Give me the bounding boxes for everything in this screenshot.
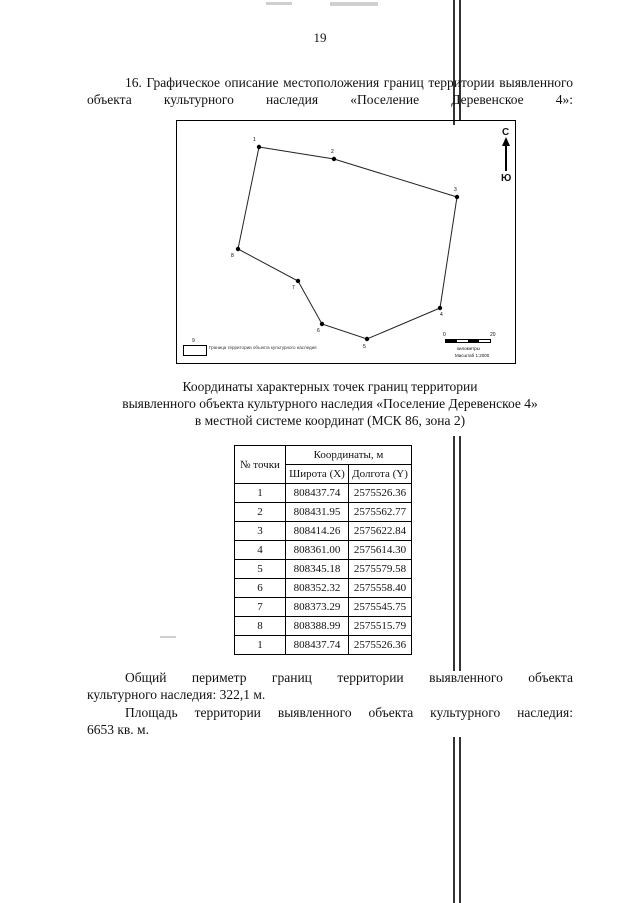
area-value: 6653 кв. м. bbox=[87, 722, 149, 737]
legend-label: Граница территории объекта культурного наследия bbox=[209, 345, 317, 350]
boundary-point-label: 3 bbox=[454, 187, 457, 193]
scan-vertical-line bbox=[459, 737, 461, 903]
table-row bbox=[235, 617, 412, 636]
latitude-cell: 808414.26 bbox=[286, 522, 349, 541]
boundary-point-label: 4 bbox=[440, 312, 443, 318]
longitude-cell: 2575622.84 bbox=[349, 522, 412, 541]
area-text: Площадь территории выявленного объекта культурного наследия: bbox=[125, 705, 573, 720]
scan-artifact-top bbox=[266, 2, 292, 5]
table-row bbox=[235, 522, 412, 541]
coordinates-table bbox=[234, 445, 412, 655]
point-number-cell: 1 bbox=[235, 484, 286, 503]
section-heading bbox=[87, 74, 573, 108]
scale-unit-label: километры bbox=[457, 346, 480, 351]
page-number: 19 bbox=[313, 30, 327, 45]
table-row bbox=[235, 560, 412, 579]
boundary-point-label: 5 bbox=[363, 344, 366, 350]
boundary-map-svg bbox=[177, 121, 517, 365]
longitude-cell: 2575526.36 bbox=[349, 636, 412, 655]
coords-title-line1: Координаты характерных точек границ территории bbox=[182, 379, 478, 394]
coords-title-line2: выявленного объекта культурного наследия «Поселение Деревенское 4» bbox=[122, 396, 538, 411]
longitude-cell: 2575558.40 bbox=[349, 579, 412, 598]
south-label: Ю bbox=[501, 173, 512, 184]
table-row bbox=[235, 636, 412, 655]
point-number-cell: 6 bbox=[235, 579, 286, 598]
section-heading-text: 16. Графическое описание местоположения границ территории выявленного объекта культурного наследия «Поселение Деревенское 4»: bbox=[87, 75, 573, 107]
boundary-point bbox=[332, 157, 336, 161]
point-number-cell: 8 bbox=[235, 617, 286, 636]
longitude-cell: 2575579.58 bbox=[349, 560, 412, 579]
point-number-cell: 7 bbox=[235, 598, 286, 617]
point-number-cell: 4 bbox=[235, 541, 286, 560]
boundary-point bbox=[236, 247, 240, 251]
boundary-point bbox=[296, 279, 300, 283]
boundary-point bbox=[320, 322, 324, 326]
latitude-cell: 808352.32 bbox=[286, 579, 349, 598]
north-arrow-shaft bbox=[505, 141, 507, 171]
legend-swatch bbox=[183, 345, 207, 356]
coords-title-line3: в местной системе координат (МСК 86, зона 2) bbox=[194, 413, 466, 428]
table-row bbox=[235, 484, 412, 503]
point-number-cell: 5 bbox=[235, 560, 286, 579]
boundary-point bbox=[365, 337, 369, 341]
latitude-cell: 808431.95 bbox=[286, 503, 349, 522]
scale-bar bbox=[445, 339, 491, 343]
perimeter-value: культурного наследия: 322,1 м. bbox=[87, 687, 266, 702]
scale-max-label: 20 bbox=[490, 332, 496, 338]
scale-zero-label: 0 bbox=[443, 332, 446, 338]
boundary-point-label: 8 bbox=[231, 253, 234, 259]
table-row bbox=[235, 579, 412, 598]
boundary-point bbox=[257, 145, 261, 149]
table-header-point: № точки bbox=[235, 446, 286, 484]
point-number-cell: 1 bbox=[235, 636, 286, 655]
boundary-point-label: 7 bbox=[292, 285, 295, 291]
longitude-cell: 2575614.30 bbox=[349, 541, 412, 560]
scan-artifact-top-right bbox=[330, 2, 378, 6]
table-row bbox=[235, 503, 412, 522]
point-number-cell: 3 bbox=[235, 522, 286, 541]
boundary-point-label: 6 bbox=[317, 328, 320, 334]
table-header-x: Широта (X) bbox=[286, 465, 349, 484]
perimeter-line1 bbox=[87, 669, 573, 686]
scan-vertical-line bbox=[453, 737, 455, 903]
longitude-cell: 2575526.36 bbox=[349, 484, 412, 503]
point-number-cell: 2 bbox=[235, 503, 286, 522]
north-label: С bbox=[502, 127, 510, 138]
boundary-point-label: 2 bbox=[331, 149, 334, 155]
boundary-point bbox=[438, 306, 442, 310]
scan-vertical-line bbox=[459, 436, 461, 671]
table-header-coords: Координаты, м bbox=[286, 446, 412, 465]
scan-vertical-line bbox=[453, 436, 455, 671]
longitude-cell: 2575545.75 bbox=[349, 598, 412, 617]
latitude-cell: 808361.00 bbox=[286, 541, 349, 560]
latitude-cell: 808437.74 bbox=[286, 636, 349, 655]
legend-number: 9 bbox=[192, 338, 195, 344]
latitude-cell: 808373.29 bbox=[286, 598, 349, 617]
latitude-cell: 808437.74 bbox=[286, 484, 349, 503]
latitude-cell: 808388.99 bbox=[286, 617, 349, 636]
boundary-point bbox=[455, 195, 459, 199]
boundary-polygon bbox=[238, 147, 457, 339]
boundary-point-label: 1 bbox=[253, 137, 256, 143]
table-row bbox=[235, 598, 412, 617]
area-line1 bbox=[87, 704, 573, 721]
boundary-map bbox=[176, 120, 516, 364]
latitude-cell: 808345.18 bbox=[286, 560, 349, 579]
table-header-y: Долгота (Y) bbox=[349, 465, 412, 484]
table-row bbox=[235, 541, 412, 560]
perimeter-text: Общий периметр границ территории выявленного объекта bbox=[125, 670, 573, 685]
scale-ratio-label: Масштаб 1:2000 bbox=[455, 353, 490, 358]
scan-artifact-left bbox=[160, 636, 176, 638]
longitude-cell: 2575515.79 bbox=[349, 617, 412, 636]
longitude-cell: 2575562.77 bbox=[349, 503, 412, 522]
